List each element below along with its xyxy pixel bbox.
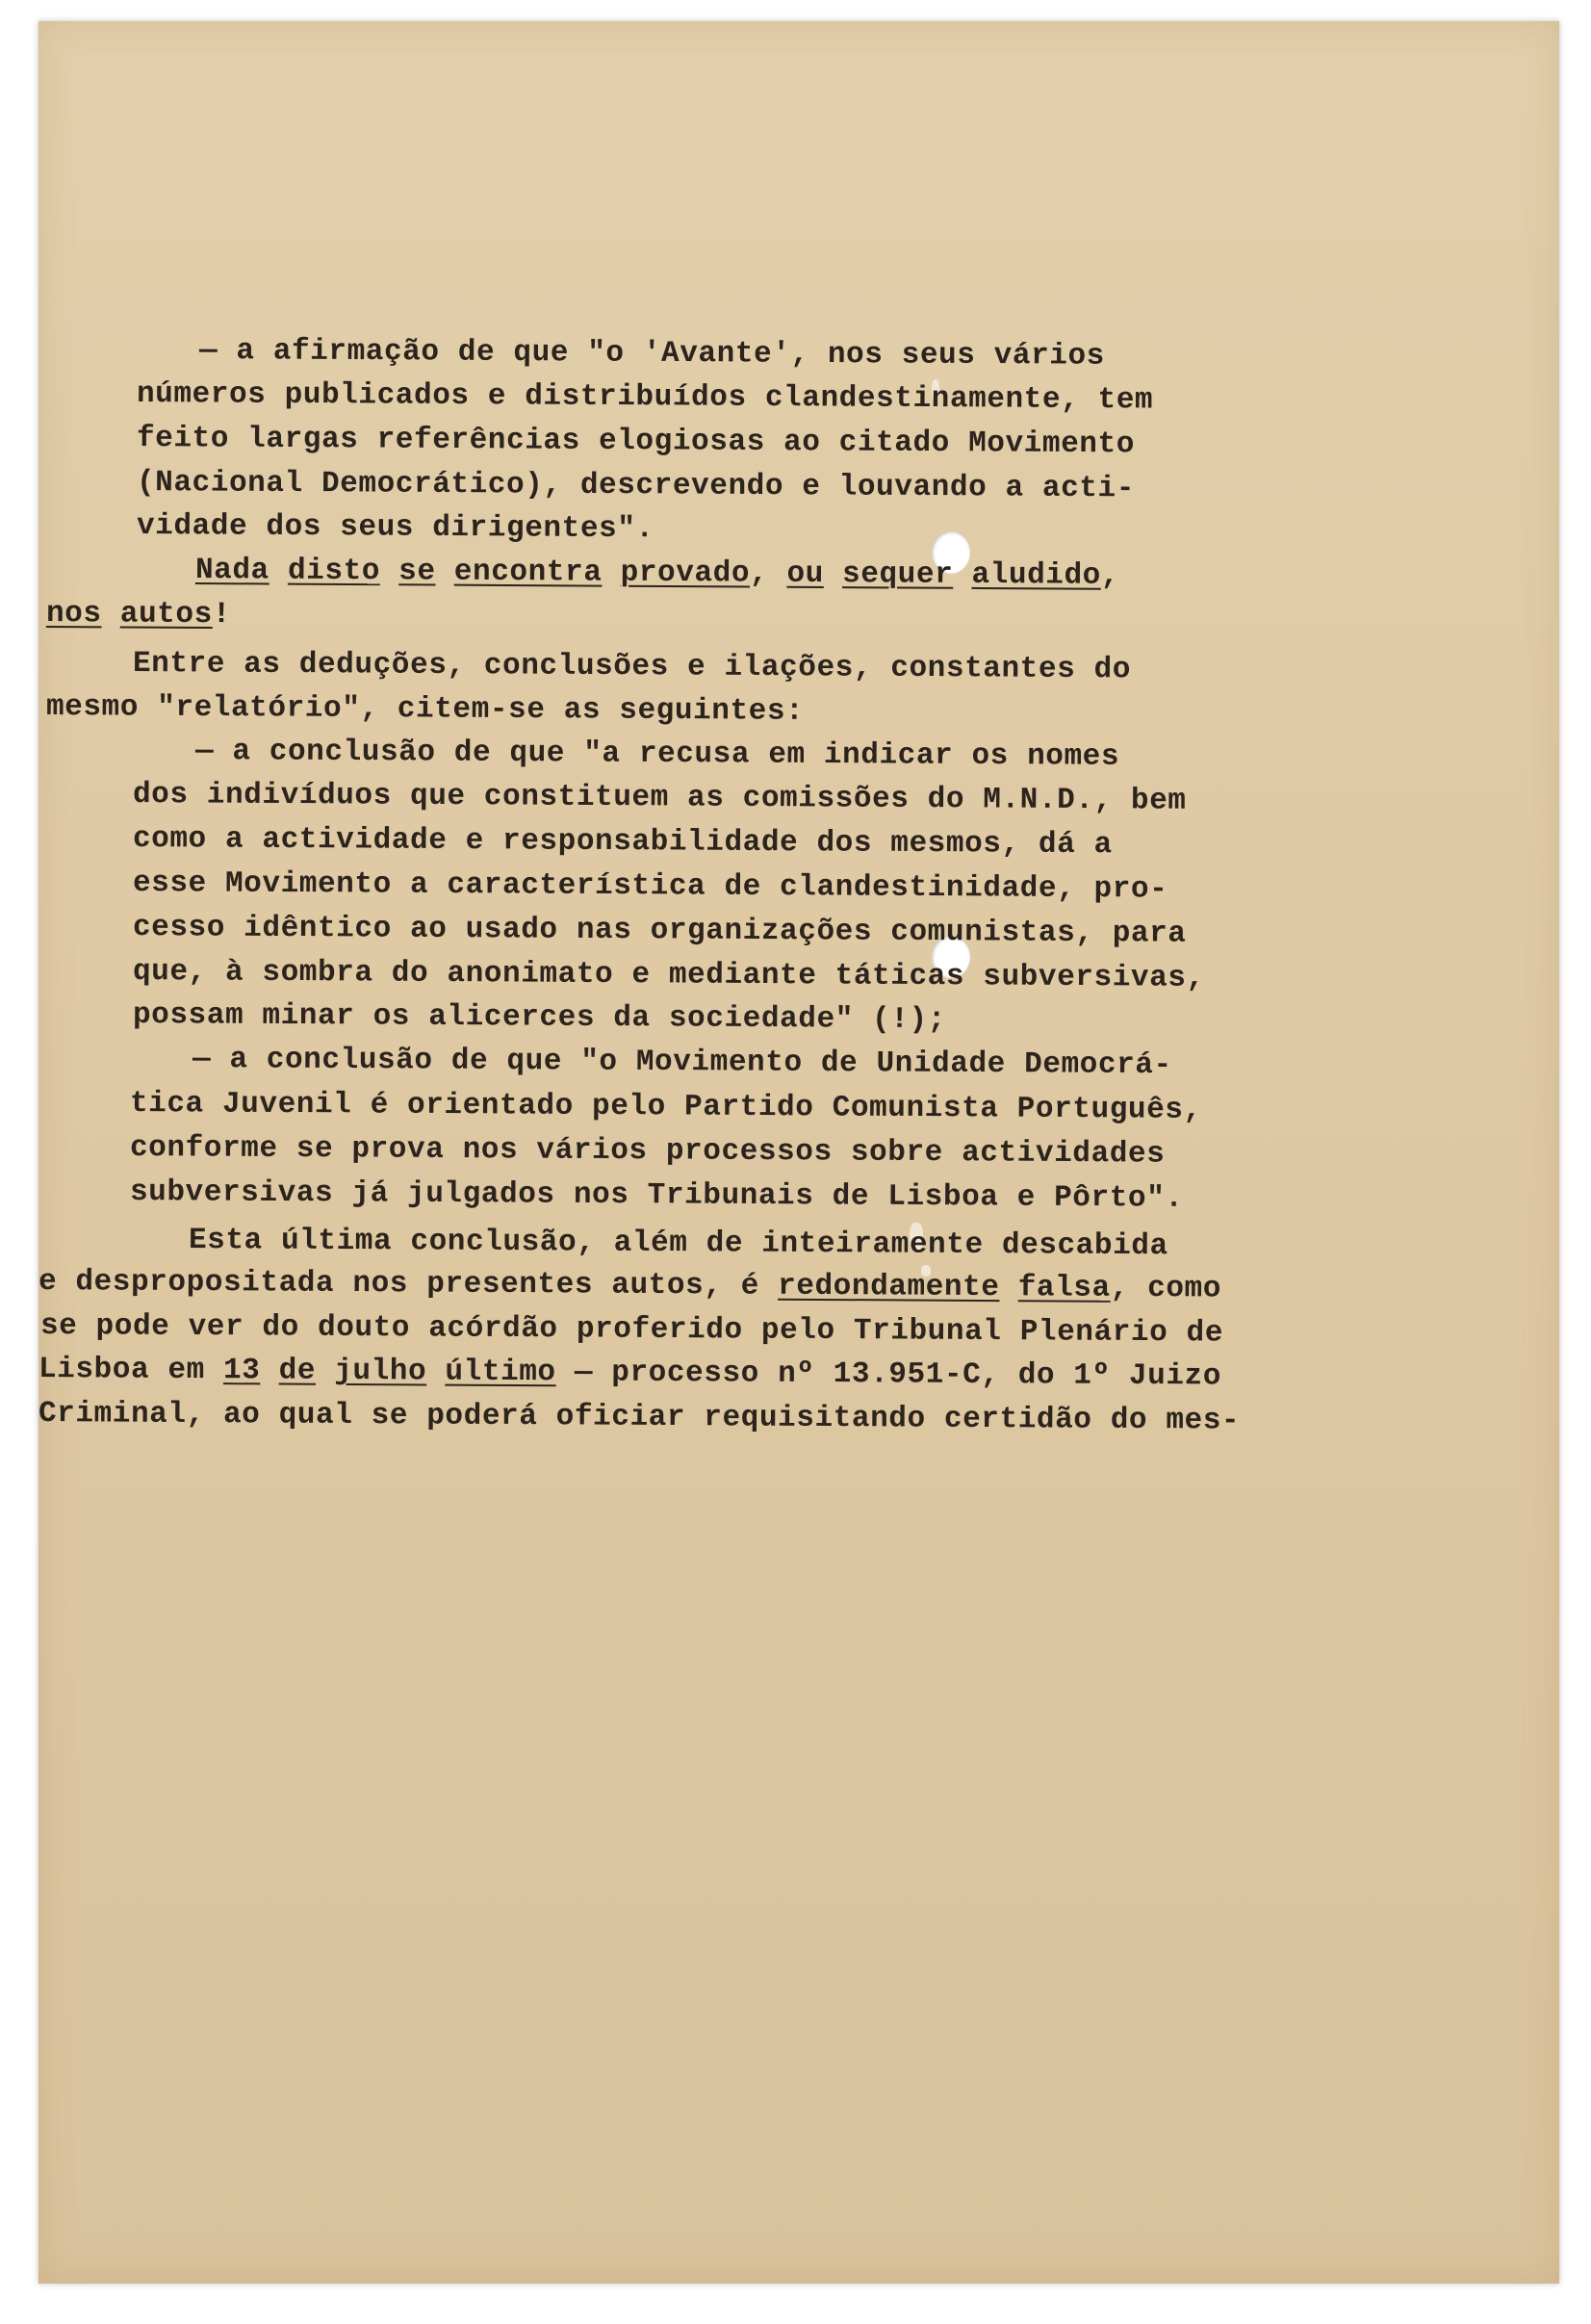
document-page [38,21,1559,2284]
text-line: vidade dos seus dirigentes". [136,509,654,547]
text-line-nada [195,554,1119,593]
text-line: Criminal, ao qual se poderá oficiar requisitando certidão do mes- [38,1397,1241,1438]
plain-text: Lisboa em [38,1353,224,1388]
text-line: que, à sombra do anonimato e mediante táticas subversivas, [132,955,1205,995]
underlined-word: nos [45,597,102,632]
underlined-word: julho [334,1354,427,1389]
plain-text: — processo nº 13.951-C, do 1º Juizo [555,1356,1222,1394]
text-line: esse Movimento a característica de clandestinidade, pro- [132,866,1168,907]
text-line-redondamente [38,1265,1221,1306]
underlined-word: disto [287,554,381,589]
text-line: mesmo "relatório", citem-se as seguintes: [45,690,805,729]
text-line-nos-autos [46,597,231,632]
underlined-word: redondamente [778,1269,1000,1305]
text-line: feito largas referências elogiosas ao citado Movimento [136,422,1136,462]
underlined-word: ou [786,556,825,591]
underlined-word: Nada [194,554,269,588]
text-line: se pode ver do douto acórdão proferido pelo Tribunal Plenário de [39,1309,1224,1351]
text-line: possam minar os alicerces da sociedade" (!); [132,998,947,1038]
punctuation: , [749,556,769,591]
plain-text: , como [1110,1271,1222,1306]
underlined-word: 13 [222,1354,261,1388]
text-line: dos indivíduos que constituem as comissões do M.N.D., bem [132,778,1187,818]
text-line: — a conclusão de que "a recusa em indicar os nomes [194,735,1120,774]
underlined-word: provado [620,555,751,591]
underlined-word: encontra [453,555,603,590]
text-line: números publicados e distribuídos clandestinamente, tem [136,377,1154,418]
text-line: — a afirmação de que "o 'Avante', nos seus vários [198,334,1106,374]
underlined-word: de [278,1354,317,1388]
text-line: tica Juvenil é orientado pelo Partido Comunista Português, [129,1087,1202,1127]
punctuation: ! [212,598,232,633]
text-line: Esta última conclusão, além de inteiramente descabida [188,1224,1168,1264]
underlined-word: sequer [841,557,954,592]
underlined-word: falsa [1017,1271,1111,1305]
text-line: Entre as deduções, conclusões e ilações, constantes do [132,647,1132,687]
text-line: (Nacional Democrático), descrevendo e louvando a acti- [136,466,1136,506]
text-line-lisboa [38,1353,1221,1394]
text-line: cesso idêntico ao usado nas organizações comunistas, para [132,911,1187,951]
underlined-word: último [445,1355,556,1390]
underlined-word: se [398,555,436,589]
underlined-word: autos [119,597,213,633]
text-line: como a actividade e responsabilidade dos mesmos, dá a [132,822,1113,863]
text-line: conforme se prova nos vários processos sobre actividades [129,1131,1166,1172]
underlined-word: aludido [971,557,1102,593]
plain-text: e despropositada nos presentes autos, é [38,1265,779,1304]
text-line: — a conclusão de que "o Movimento de Unidade Democrá- [192,1043,1172,1083]
text-line: subversivas já julgados nos Tribunais de Lisboa e Pôrto". [129,1175,1184,1216]
punctuation: , [1100,558,1120,593]
